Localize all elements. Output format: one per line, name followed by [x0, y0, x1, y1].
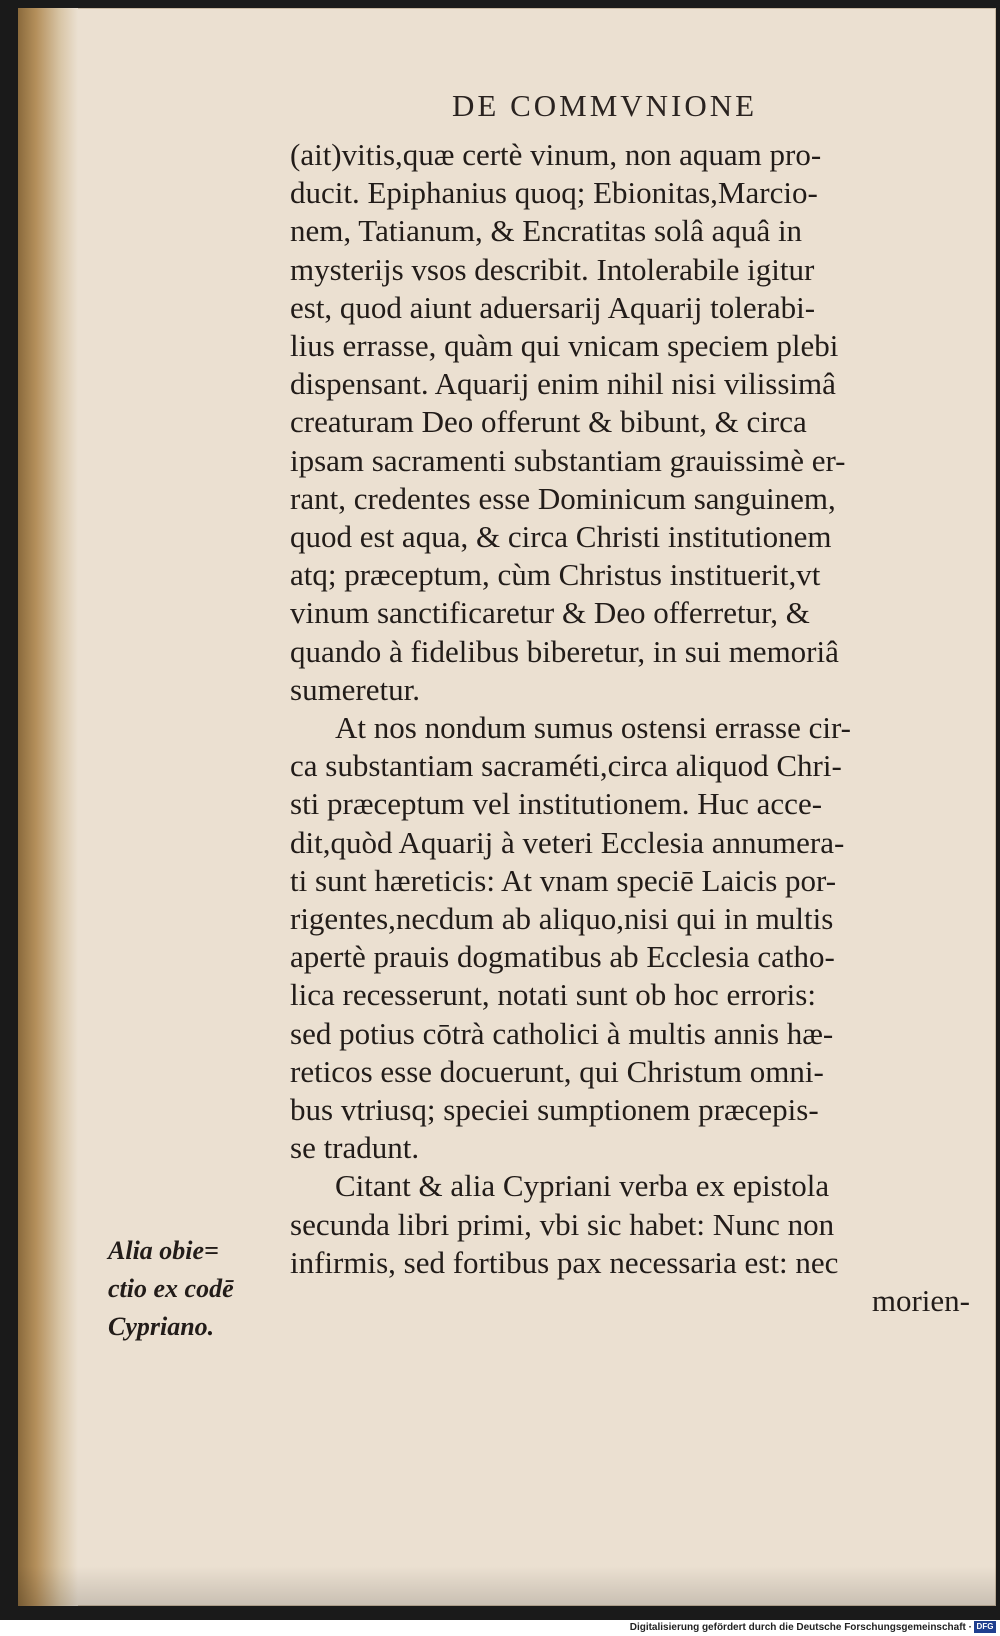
text-line: est, quod aiunt aduersarij Aquarij tolerabi-: [290, 289, 816, 325]
digitization-credit: Digitalisierung gefördert durch die Deutsche Forschungsgemeinschaft ·: [629, 1622, 972, 1633]
text-line: ca substantiam sacraméti,circa aliquod Chri-: [290, 748, 842, 784]
text-line: bus vtriusq; speciei sumptionem præcepis-: [290, 1092, 819, 1128]
text-line: sti præceptum vel institutionem. Huc acce-: [290, 786, 823, 822]
body-text: [290, 136, 970, 1320]
text-line: se tradunt.: [290, 1130, 420, 1166]
text-line: nem, Tatianum, & Encratitas solâ aquâ in: [290, 213, 803, 249]
marginal-note: [108, 1232, 268, 1347]
text-line: secunda libri primi, vbi sic habet: Nunc non: [290, 1206, 835, 1242]
text-line: At nos nondum sumus ostensi errasse cir-: [335, 710, 851, 746]
text-line: lius errasse, quàm qui vnicam speciem plebi: [290, 328, 839, 364]
text-line: lica recesserunt, notati sunt ob hoc erroris:: [290, 977, 816, 1013]
text-line: (ait)vitis,quæ certè vinum, non aquam pro-: [290, 137, 822, 172]
running-head: DE COMMVNIONE: [452, 88, 758, 123]
text-line: apertè prauis dogmatibus ab Ecclesia catho-: [290, 939, 835, 975]
text-line: ti sunt hæreticis: At vnam speciē Laicis por-: [290, 862, 837, 898]
marginal-note-line: Cypriano.: [108, 1312, 215, 1342]
marginal-note-line: ctio ex codē: [108, 1274, 234, 1304]
text-line: quod est aqua, & circa Christi institutionem: [290, 519, 832, 555]
text-line: rigentes,necdum ab aliquo,nisi qui in multis: [290, 901, 834, 937]
marginal-note-line: Alia obie=: [108, 1236, 219, 1265]
page-shadow: [18, 1566, 996, 1606]
text-line: ducit. Epiphanius quoq; Ebionitas,Marcio-: [290, 175, 818, 211]
text-line: mysterijs vsos describit. Intolerabile igitur: [290, 251, 815, 287]
text-line: infirmis, sed fortibus pax necessaria est: nec: [290, 1244, 839, 1280]
text-line: vinum sanctificaretur & Deo offerretur, &: [290, 595, 810, 631]
text-line: dispensant. Aquarij enim nihil nisi vilissimâ: [290, 366, 836, 402]
text-line: reticos esse docuerunt, qui Christum omni-: [290, 1053, 824, 1089]
text-line: ipsam sacramenti substantiam grauissimè er-: [290, 442, 846, 478]
text-line: sumeretur.: [290, 671, 420, 707]
dfg-logo-icon: DFG: [974, 1621, 996, 1633]
text-line: quando à fidelibus biberetur, in sui memoriâ: [290, 633, 839, 669]
page-gutter-edge: [18, 8, 78, 1606]
text-line: dit,quòd Aquarij à veteri Ecclesia annumera-: [290, 824, 845, 860]
text-line: Citant & alia Cypriani verba ex epistola: [335, 1168, 830, 1204]
text-line: atq; præceptum, cùm Christus instituerit,vt: [290, 557, 821, 593]
text-line: creaturam Deo offerunt & bibunt, & circa: [290, 404, 807, 440]
text-line: rant, credentes esse Dominicum sanguinem,: [290, 480, 836, 516]
text-line: sed potius cōtrà catholici à multis annis hæ-: [290, 1015, 834, 1051]
text-line: morien-: [871, 1283, 970, 1319]
